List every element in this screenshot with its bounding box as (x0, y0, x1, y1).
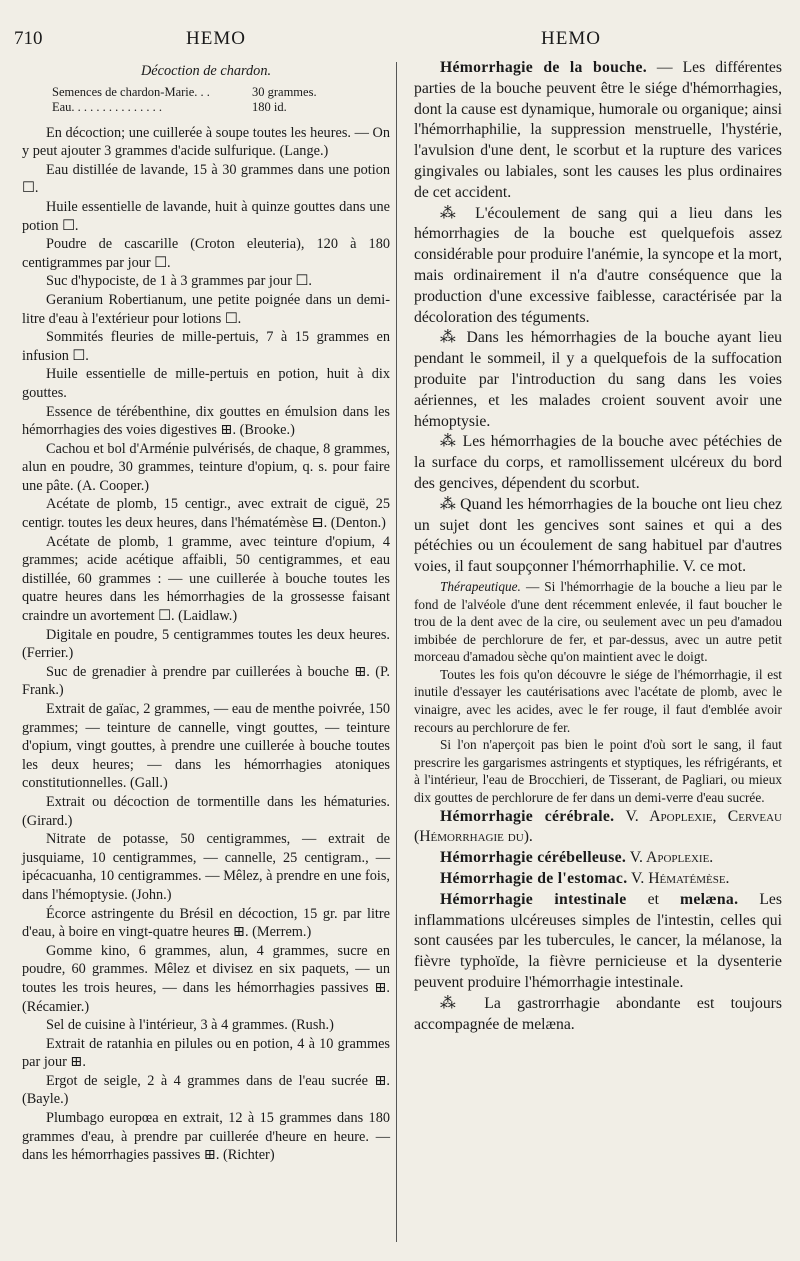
left-paragraph: Plumbago europœa en extrait, 12 à 15 grammes dans 180 grammes d'eau, à prendre par cuillerée d'heure en heure. — dans les hémorrhagies passives ⊞. (Richter) (22, 1110, 390, 1164)
therapeutique-label: Thérapeutique. (440, 578, 521, 594)
right-paragraph: ⁂ Quand les hémorrhagies de la bouche ont lieu chez un sujet dont les gencives sont saines et qui a des pétéchies ou un écoulement de sang habituel par d'autres voies, il faut soupçonner l'hémorrhaphilie. V. ce mot. (414, 495, 782, 576)
left-paragraph: Eau distillée de lavande, 15 à 30 grammes dans une potion ☐. (22, 161, 390, 197)
left-paragraph: Sel de cuisine à l'intérieur, 3 à 4 grammes. (Rush.) (46, 1017, 334, 1034)
recipe-amount: 180 id. (252, 100, 287, 115)
entry-cerebrale (414, 807, 782, 849)
left-column (22, 58, 390, 1165)
entry-heading: Hémorrhagie de l'estomac. (440, 870, 628, 888)
column-divider (396, 62, 397, 1242)
entry-text: — Les différentes parties de la bouche peuvent être le siége d'hémorrhagies, dont la cause est dynamique, humorale ou organique; ainsi l'hémorrhaphilie, la suppression menstruelle, l'hystérie, l'avulsion d'une dent, le scorbut et la rupture des varices gingivales ou labiales, sont les causes les plus ordinaires de cet accident. (414, 59, 782, 201)
left-paragraph: En décoction; une cuillerée à soupe toutes les heures. — On y peut ajouter 3 grammes d'acide sulfurique. (Lange.) (22, 124, 390, 160)
therapeutique-text: — Si l'hémorrhagie de la bouche a lieu par le fond de l'alvéole d'une dent récemment enlevée, il faut boucher le trou de la dent avec de la cire, ou seulement avec un peu d'amadou imbibée de perchlorure de fer, et par-dessus, avec un autre petit morceau d'amadou sèche qu'on maintient avec le doigt. (414, 578, 782, 665)
running-title-right: HEMO (541, 28, 601, 49)
entry-heading: Hémorrhagie de la bouche. (440, 59, 647, 76)
entry-text: V. Apoplexie, Cerveau (Hémorrhagie du). (414, 807, 782, 846)
left-paragraph: Gomme kino, 6 grammes, alun, 4 grammes, sucre en poudre, 60 grammes. Mêlez et divisez en six paquets, — un toutes les trois heures, — dans les hémorrhagies passives ⊞. (Récamier.) (22, 942, 390, 1015)
right-paragraph: ⁂ Les hémorrhagies de la bouche avec pétéchies de la surface du corps, et ramollissement ulcéreux du bord des gencives, dépendent du scorbut. (414, 433, 782, 492)
left-paragraph: Geranium Robertianum, une petite poignée dans un demi-litre d'eau à l'extérieur pour lotions ☐. (22, 291, 390, 327)
left-paragraph: Acétate de plomb, 1 gramme, avec teinture d'opium, 4 grammes; acide acétique affaibli, 50 centigrammes, et eau distillée, 60 grammes : — une cuillerée à bouche toutes les quatre heures dans les hémorrhagies de la grossesse faisant craindre un avortement ☐. (Laidlaw.) (22, 533, 390, 625)
entry-text: V. Apoplexie. (626, 849, 714, 867)
recipe-amount: 30 grammes. (252, 84, 317, 99)
entry-bouche (414, 58, 782, 204)
left-paragraph: Écorce astringente du Brésil en décoction, 15 gr. par litre d'eau, à boire en vingt-quatre heures ⊞. (Merrem.) (22, 905, 390, 941)
entry-estomac (414, 869, 782, 890)
left-paragraph: Essence de térébenthine, dix gouttes en émulsion dans les hémorrhagies des voies digestives ⊞. (Brooke.) (22, 403, 390, 439)
entry-text: Les inflammations ulcéreuses simples de l'intestin, celles qui sont causées par les tubercules, le cancer, la mélanose, la fièvre typhoïde, la fièvre pernicieuse et la dysenterie peuvent produire l'hémorrhagie intestinale. (414, 890, 783, 992)
left-paragraph: Huile essentielle de lavande, huit à quinze gouttes dans une potion ☐. (22, 198, 390, 234)
entry-heading-2: melæna. (679, 890, 739, 908)
left-paragraph: Nitrate de potasse, 50 centigrammes, — extrait de jusquiame, 10 centigrammes, — cannelle, 25 centigram., — ipécacuanha, 10 centigrammes. — Mêlez, à prendre en une fois, dans l'hémoptysie. (John.) (22, 831, 390, 903)
entry-text: V. Hématémèse. (627, 870, 730, 888)
entry-connector: et (626, 890, 680, 908)
left-paragraph: Extrait de gaïac, 2 grammes, — eau de menthe poivrée, 150 grammes; — teinture de cannelle, vingt gouttes, — teinture d'opium, vingt gouttes, à prendre une cuillerée à bouche toutes les deux heures; — dans les hémorrhagies atoniques constitutionnelles. (Gall.) (22, 701, 390, 792)
recipe-title: Décoction de chardon. (140, 63, 272, 79)
therapeutique-paragraph (414, 578, 782, 666)
running-header (0, 28, 800, 60)
left-paragraph: Suc de grenadier à prendre par cuillerées à bouche ⊞. (P. Frank.) (22, 663, 390, 699)
running-title-left: HEMO (186, 28, 246, 49)
entry-cerebelleuse (414, 848, 782, 869)
recipe-row (52, 100, 390, 116)
left-paragraph: Huile essentielle de mille-pertuis en potion, huit à dix gouttes. (22, 366, 390, 401)
entry-intestinale (414, 890, 782, 994)
recipe-row (52, 85, 390, 101)
left-paragraph: Poudre de cascarille (Croton eleuteria), 120 à 180 centigrammes par jour ☐. (22, 236, 390, 271)
left-paragraph: Extrait de ratanhia en pilules ou en potion, 4 à 10 grammes par jour ⊞. (22, 1035, 390, 1071)
recipe-item: Semences de chardon-Marie. . . (52, 84, 210, 99)
right-paragraph: Si l'on n'aperçoit pas bien le point d'où sort le sang, il faut prescrire les gargarismes astringents et styptiques, les réfrigérants, et à l'intérieur, l'eau de Brocchieri, de Tisserant, de Pagliari, ou mieux dix gouttes de perchlorure de fer dans un demi-verre d'eau sucrée. (414, 737, 782, 806)
left-paragraph: Cachou et bol d'Arménie pulvérisés, de chaque, 8 grammes, alun en poudre, 30 grammes, teinture d'opium, q. s. pour faire une pâte. (A. Cooper.) (22, 440, 390, 494)
page-number: 710 (14, 28, 43, 49)
right-paragraph: ⁂ La gastrorrhagie abondante est toujours accompagnée de melæna. (414, 994, 782, 1033)
right-paragraph: ⁂ L'écoulement de sang qui a lieu dans les hémorrhagies de la bouche est quelquefois assez considérable pour produire l'anémie, la syncope et la mort, mais ordinairement il n'a d'autre conséquence que la production d'une excessive faiblesse, caractérisée par la décoloration des téguments. (414, 204, 782, 326)
entry-heading: Hémorrhagie cérébrale. (440, 807, 615, 825)
left-paragraph: Ergot de seigle, 2 à 4 grammes dans de l'eau sucrée ⊞. (Bayle.) (22, 1072, 390, 1108)
left-paragraph: Digitale en poudre, 5 centigrammes toutes les deux heures. (Ferrier.) (22, 626, 390, 662)
entry-heading: Hémorrhagie intestinale (440, 890, 627, 908)
right-paragraph: ⁂ Dans les hémorrhagies de la bouche ayant lieu pendant le sommeil, il y a quelquefois de la suffocation produite par l'introduction du sang dans les voies aériennes, et les malades croient souvent avoir une hémoptysie. (414, 329, 782, 430)
right-paragraph: Toutes les fois qu'on découvre le siége de l'hémorrhagie, il est inutile d'essayer les cautérisations avec l'acétate de plomb, avec le vinaigre, avec les acides, avec le fer rouge, il faut d'emblée avoir recours au perchlorure de fer. (414, 666, 782, 735)
left-paragraph: Sommités fleuries de mille-pertuis, 7 à 15 grammes en infusion ☐. (22, 329, 390, 364)
left-paragraph: Extrait ou décoction de tormentille dans les hématuries. (Girard.) (22, 793, 390, 829)
left-paragraph: Suc d'hypociste, de 1 à 3 grammes par jour ☐. (46, 273, 312, 290)
recipe-item: Eau. . . . . . . . . . . . . . . (52, 100, 163, 115)
left-paragraph: Acétate de plomb, 15 centigr., avec extrait de ciguë, 25 centigr. toutes les deux heures, dans l'hématémèse ⊟. (Denton.) (22, 496, 390, 532)
right-column (414, 58, 782, 1035)
entry-heading: Hémorrhagie cérébelleuse. (440, 849, 627, 867)
recipe-table (52, 85, 390, 116)
